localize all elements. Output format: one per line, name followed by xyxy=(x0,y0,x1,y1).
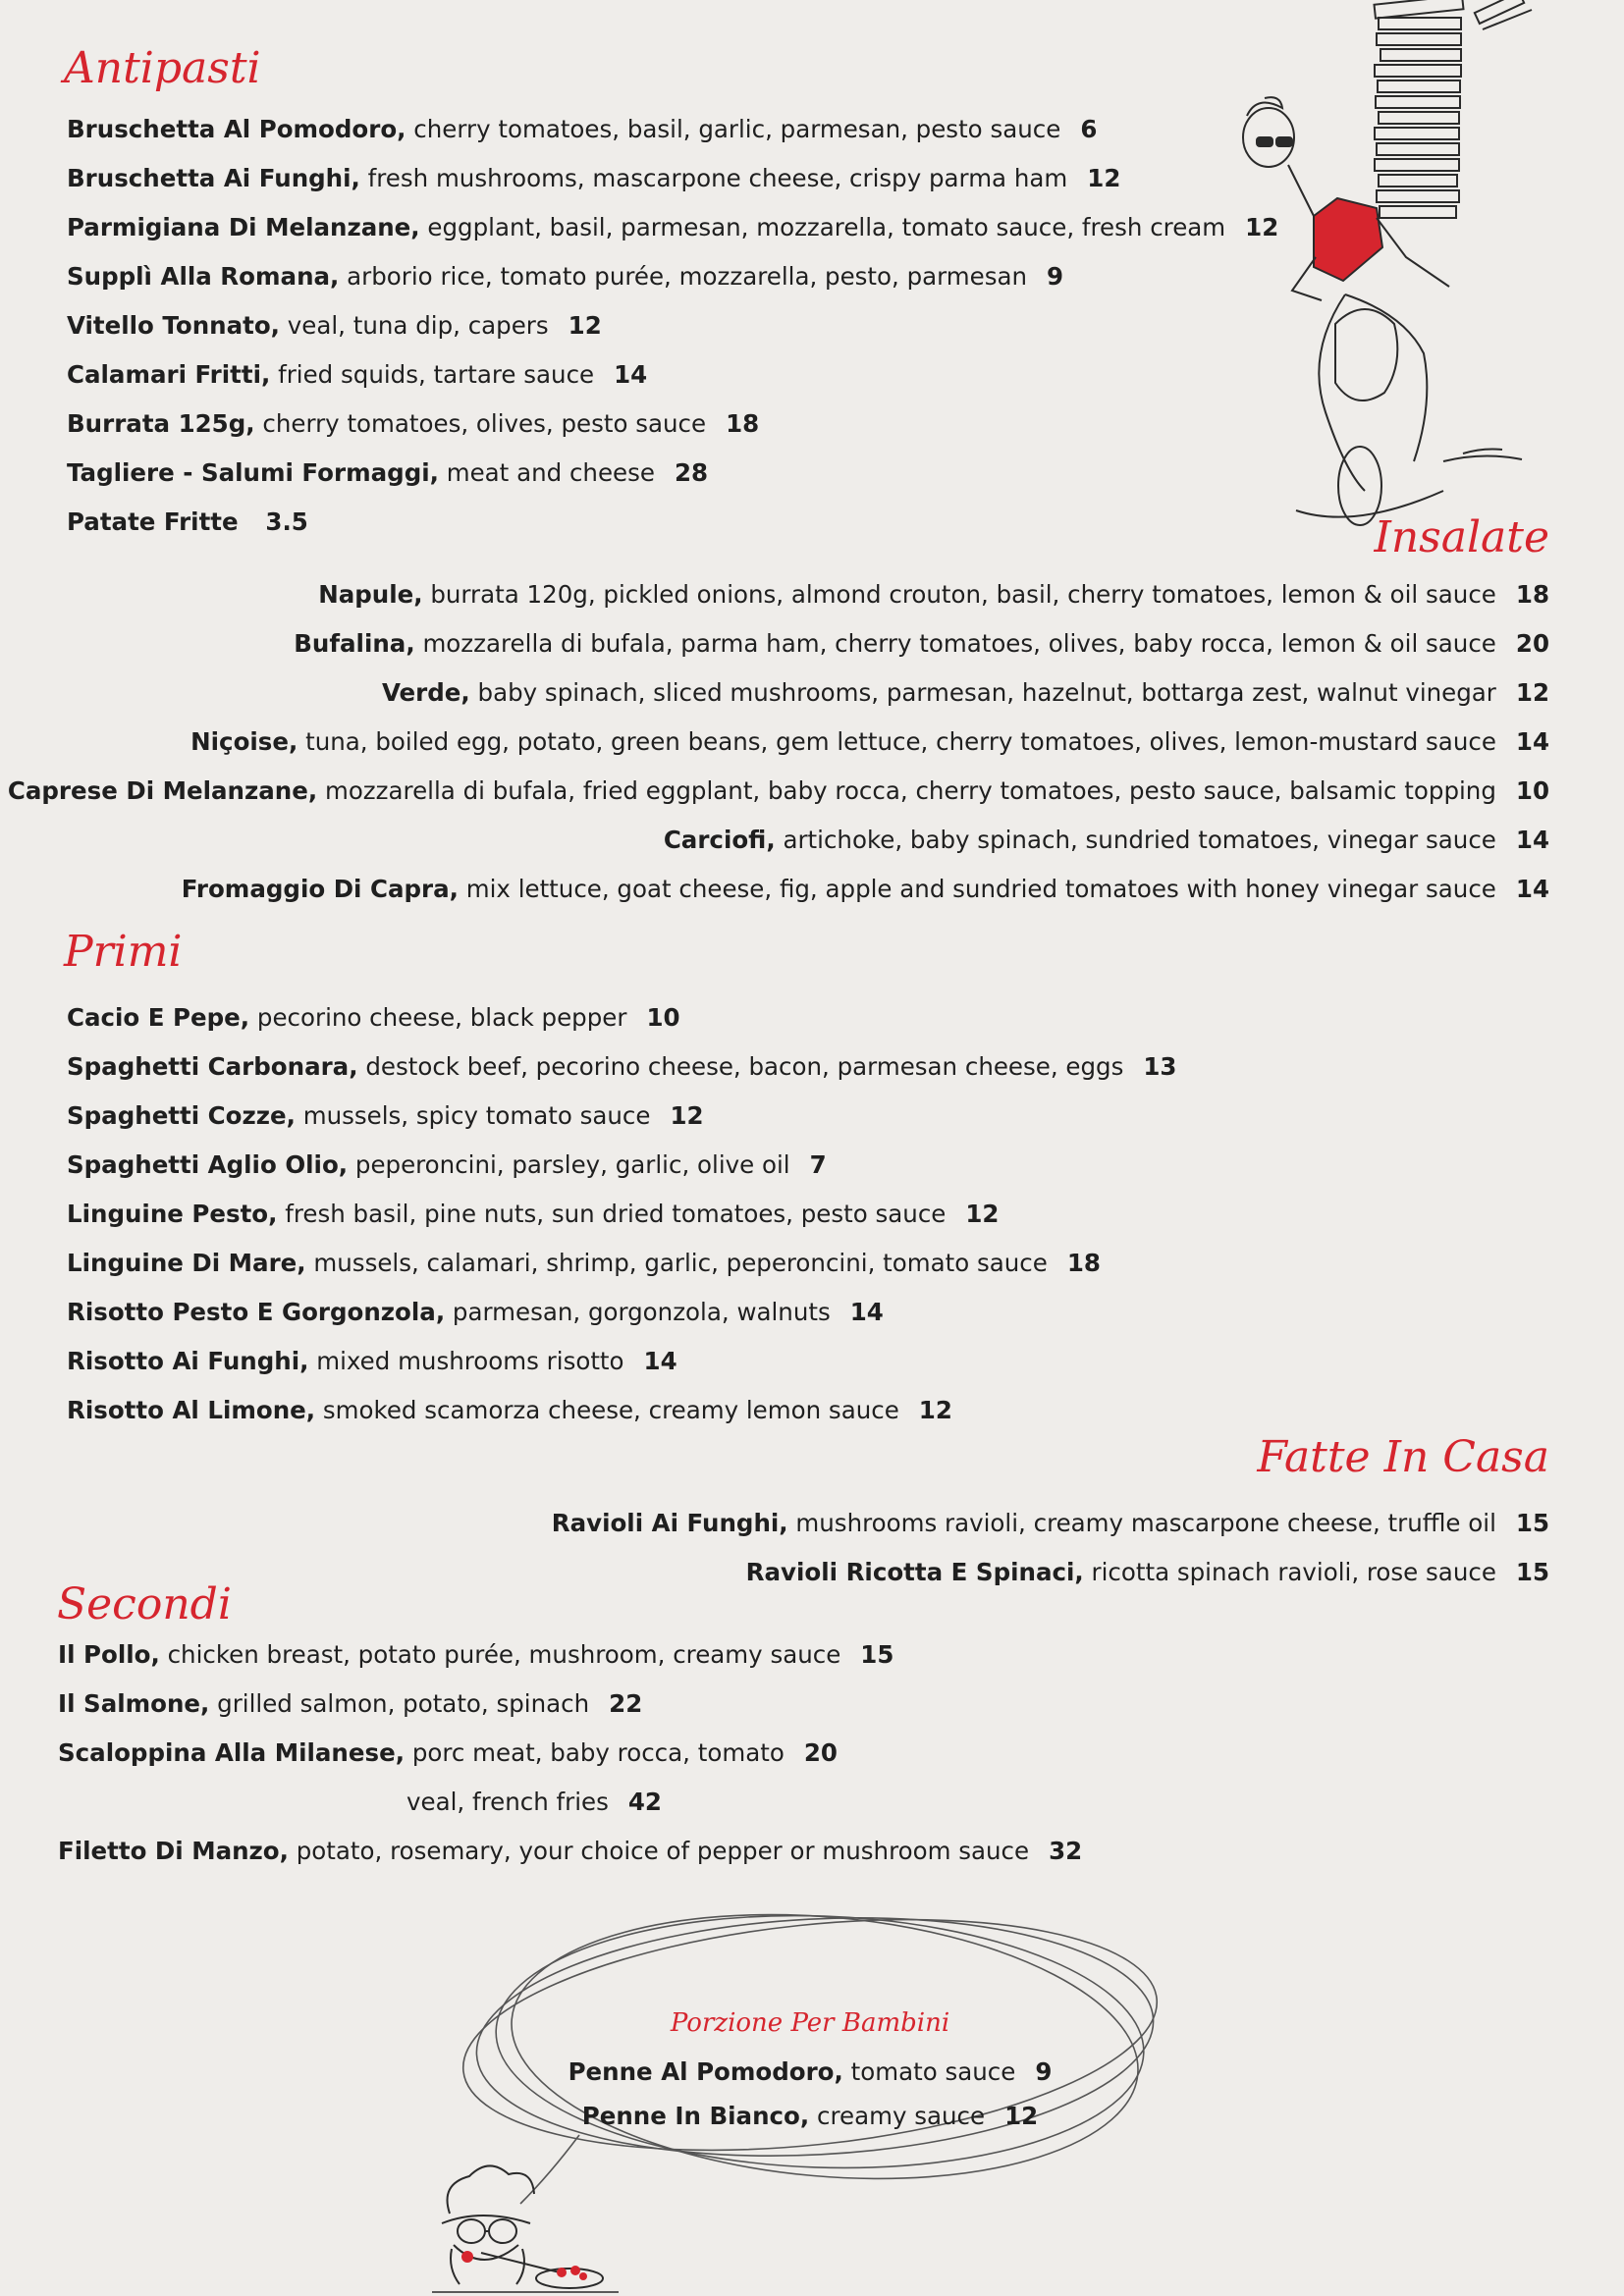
list-item xyxy=(58,1778,1275,1827)
list-item xyxy=(0,570,1549,619)
dish-price: 15 xyxy=(1515,1509,1549,1537)
list-item xyxy=(67,105,1284,154)
dish-description: fried squids, tartare sauce xyxy=(278,360,595,389)
section-title-antipasti: Antipasti xyxy=(64,43,261,93)
dish-description: porc meat, baby rocca, tomato xyxy=(411,1738,785,1767)
list-item xyxy=(67,154,1284,203)
dish-name: Penne Al Pomodoro, xyxy=(568,2057,843,2086)
dish-price: 18 xyxy=(726,409,760,438)
primi-list xyxy=(67,993,1284,1435)
dish-description: destock beef, pecorino cheese, bacon, parmesan cheese, eggs xyxy=(365,1052,1124,1081)
dish-name: Il Pollo, xyxy=(58,1640,160,1669)
dish-description: fresh mushrooms, mascarpone cheese, crispy parma ham xyxy=(367,164,1068,192)
kids-menu-title: Porzione Per Bambini xyxy=(670,2008,950,2038)
insalate-list xyxy=(0,570,1549,914)
dish-description: mix lettuce, goat cheese, fig, apple and sundried tomatoes with honey vinegar sauce xyxy=(465,875,1496,903)
dish-price: 12 xyxy=(965,1200,1000,1228)
list-item xyxy=(58,1729,1275,1778)
dish-price: 12 xyxy=(568,311,602,340)
list-item xyxy=(58,1827,1275,1876)
dish-description: grilled salmon, potato, spinach xyxy=(217,1689,590,1718)
dish-name: Spaghetti Cozze, xyxy=(67,1101,296,1130)
dish-name: Caprese Di Melanzane, xyxy=(7,776,318,805)
dish-price: 28 xyxy=(674,458,709,487)
list-item xyxy=(67,498,1284,547)
dish-price: 13 xyxy=(1143,1052,1177,1081)
list-item xyxy=(67,449,1284,498)
dish-price: 12 xyxy=(670,1101,704,1130)
list-item xyxy=(67,301,1284,350)
dish-description: artichoke, baby spinach, sundried tomatoes, vinegar sauce xyxy=(783,826,1496,854)
dish-description: tomato sauce xyxy=(850,2057,1016,2086)
dish-price: 14 xyxy=(1515,826,1549,854)
dish-description: fresh basil, pine nuts, sun dried tomatoes, pesto sauce xyxy=(285,1200,947,1228)
dish-price: 22 xyxy=(609,1689,643,1718)
dish-price: 10 xyxy=(1515,776,1549,805)
list-item xyxy=(67,993,1284,1042)
dish-price: 12 xyxy=(1515,678,1549,707)
dish-name: Supplì Alla Romana, xyxy=(67,262,340,291)
list-item xyxy=(67,400,1284,449)
dish-price: 12 xyxy=(1004,2102,1039,2130)
dish-name: Carciofi, xyxy=(663,826,776,854)
dish-name: Ravioli Ricotta E Spinaci, xyxy=(745,1558,1084,1586)
dish-description: meat and cheese xyxy=(446,458,655,487)
dish-name: Calamari Fritti, xyxy=(67,360,271,389)
dish-name: Spaghetti Aglio Olio, xyxy=(67,1150,349,1179)
section-title-fatte-in-casa: Fatte In Casa xyxy=(1257,1432,1549,1482)
list-item xyxy=(432,2094,1188,2138)
dish-name: Vitello Tonnato, xyxy=(67,311,280,340)
list-item xyxy=(371,1548,1549,1597)
dish-price: 32 xyxy=(1049,1837,1083,1865)
dish-name: Penne In Bianco, xyxy=(581,2102,810,2130)
list-item xyxy=(67,1042,1284,1092)
dish-price: 14 xyxy=(1515,727,1549,756)
dish-name: Linguine Pesto, xyxy=(67,1200,278,1228)
dish-name: Fromaggio Di Capra, xyxy=(181,875,459,903)
dish-name: Filetto Di Manzo, xyxy=(58,1837,289,1865)
list-item xyxy=(67,1239,1284,1288)
dish-price: 7 xyxy=(809,1150,827,1179)
dish-price: 14 xyxy=(643,1347,677,1375)
dish-description: baby spinach, sliced mushrooms, parmesan, hazelnut, bottarga zest, walnut vinegar xyxy=(477,678,1496,707)
list-item xyxy=(58,1630,1275,1680)
list-item xyxy=(67,1190,1284,1239)
section-title-insalate: Insalate xyxy=(1374,512,1549,562)
dish-price: 14 xyxy=(614,360,648,389)
dish-description: pecorino cheese, black pepper xyxy=(256,1003,627,1032)
dish-price: 12 xyxy=(918,1396,952,1424)
dish-price: 6 xyxy=(1080,115,1098,143)
dish-description: creamy sauce xyxy=(817,2102,986,2130)
dish-price: 15 xyxy=(1515,1558,1549,1586)
dish-description: burrata 120g, pickled onions, almond crouton, basil, cherry tomatoes, lemon & oil sauce xyxy=(430,580,1496,609)
section-title-secondi: Secondi xyxy=(57,1579,232,1629)
dish-description: parmesan, gorgonzola, walnuts xyxy=(452,1298,831,1326)
dish-price: 3.5 xyxy=(265,507,308,536)
kids-menu-list xyxy=(432,2050,1188,2138)
list-item xyxy=(67,203,1284,252)
dish-description: arborio rice, tomato purée, mozzarella, pesto, parmesan xyxy=(347,262,1028,291)
list-item xyxy=(67,1288,1284,1337)
dish-name: Napule, xyxy=(318,580,423,609)
list-item xyxy=(0,816,1549,865)
dish-description: eggplant, basil, parmesan, mozzarella, tomato sauce, fresh cream xyxy=(427,213,1226,241)
dish-name: Scaloppina Alla Milanese, xyxy=(58,1738,406,1767)
dish-name: Il Salmone, xyxy=(58,1689,210,1718)
dish-name: Bruschetta Al Pomodoro, xyxy=(67,115,406,143)
dish-description: chicken breast, potato purée, mushroom, creamy sauce xyxy=(167,1640,841,1669)
dish-description: cherry tomatoes, olives, pesto sauce xyxy=(262,409,707,438)
dish-description: mozzarella di bufala, parma ham, cherry tomatoes, olives, baby rocca, lemon & oil sauce xyxy=(422,629,1496,658)
dish-description: mussels, calamari, shrimp, garlic, peperoncini, tomato sauce xyxy=(313,1249,1048,1277)
section-title-primi: Primi xyxy=(64,927,183,977)
list-item xyxy=(0,668,1549,718)
list-item xyxy=(67,1141,1284,1190)
dish-description: mushrooms ravioli, creamy mascarpone cheese, truffle oil xyxy=(795,1509,1496,1537)
list-item xyxy=(371,1499,1549,1548)
dish-price: 20 xyxy=(803,1738,838,1767)
dish-name: Verde, xyxy=(381,678,470,707)
dish-description: smoked scamorza cheese, creamy lemon sauce xyxy=(322,1396,899,1424)
dish-price: 14 xyxy=(849,1298,884,1326)
dish-description: tuna, boiled egg, potato, green beans, gem lettuce, cherry tomatoes, olives, lemon-mustard sauce xyxy=(305,727,1496,756)
antipasti-list xyxy=(67,105,1284,547)
dish-price: 10 xyxy=(646,1003,680,1032)
dish-name: Risotto Pesto E Gorgonzola, xyxy=(67,1298,446,1326)
dish-price: 18 xyxy=(1066,1249,1101,1277)
dish-name: Niçoise, xyxy=(190,727,298,756)
list-item xyxy=(67,252,1284,301)
dish-description: veal, french fries xyxy=(406,1788,609,1816)
dish-name: Linguine Di Mare, xyxy=(67,1249,306,1277)
dish-description: mozzarella di bufala, fried eggplant, baby rocca, cherry tomatoes, pesto sauce, balsamic topping xyxy=(324,776,1496,805)
list-item xyxy=(0,767,1549,816)
list-item xyxy=(0,718,1549,767)
list-item xyxy=(0,865,1549,914)
dish-description: potato, rosemary, your choice of pepper or mushroom sauce xyxy=(296,1837,1030,1865)
dish-price: 12 xyxy=(1087,164,1121,192)
dish-name: Risotto Al Limone, xyxy=(67,1396,316,1424)
dish-name: Burrata 125g, xyxy=(67,409,255,438)
list-item xyxy=(432,2050,1188,2094)
list-item xyxy=(67,1092,1284,1141)
dish-price: 15 xyxy=(860,1640,894,1669)
dish-name: Bufalina, xyxy=(294,629,415,658)
dish-description: cherry tomatoes, basil, garlic, parmesan, pesto sauce xyxy=(413,115,1061,143)
dish-price: 18 xyxy=(1515,580,1549,609)
dish-name: Cacio E Pepe, xyxy=(67,1003,250,1032)
dish-name: Tagliere - Salumi Formaggi, xyxy=(67,458,439,487)
child-eating-spaghetti-illustration xyxy=(432,2155,619,2296)
dish-price: 42 xyxy=(627,1788,662,1816)
dish-description: mussels, spicy tomato sauce xyxy=(302,1101,651,1130)
list-item xyxy=(0,619,1549,668)
dish-description: peperoncini, parsley, garlic, olive oil xyxy=(354,1150,790,1179)
secondi-list xyxy=(58,1630,1275,1876)
fatte-in-casa-list xyxy=(371,1499,1549,1597)
dish-description: veal, tuna dip, capers xyxy=(287,311,549,340)
dish-name: Parmigiana Di Melanzane, xyxy=(67,213,420,241)
dish-name: Spaghetti Carbonara, xyxy=(67,1052,358,1081)
list-item xyxy=(67,1386,1284,1435)
list-item xyxy=(58,1680,1275,1729)
dish-price: 12 xyxy=(1245,213,1279,241)
dish-name: Patate Fritte xyxy=(67,507,239,536)
dish-price: 14 xyxy=(1515,875,1549,903)
dish-price: 9 xyxy=(1035,2057,1053,2086)
dish-name: Ravioli Ai Funghi, xyxy=(551,1509,788,1537)
dish-description: mixed mushrooms risotto xyxy=(316,1347,624,1375)
dish-name: Risotto Ai Funghi, xyxy=(67,1347,309,1375)
dish-price: 20 xyxy=(1515,629,1549,658)
list-item xyxy=(67,350,1284,400)
dish-name: Bruschetta Ai Funghi, xyxy=(67,164,360,192)
list-item xyxy=(67,1337,1284,1386)
dish-price: 9 xyxy=(1047,262,1064,291)
dish-description: ricotta spinach ravioli, rose sauce xyxy=(1091,1558,1496,1586)
